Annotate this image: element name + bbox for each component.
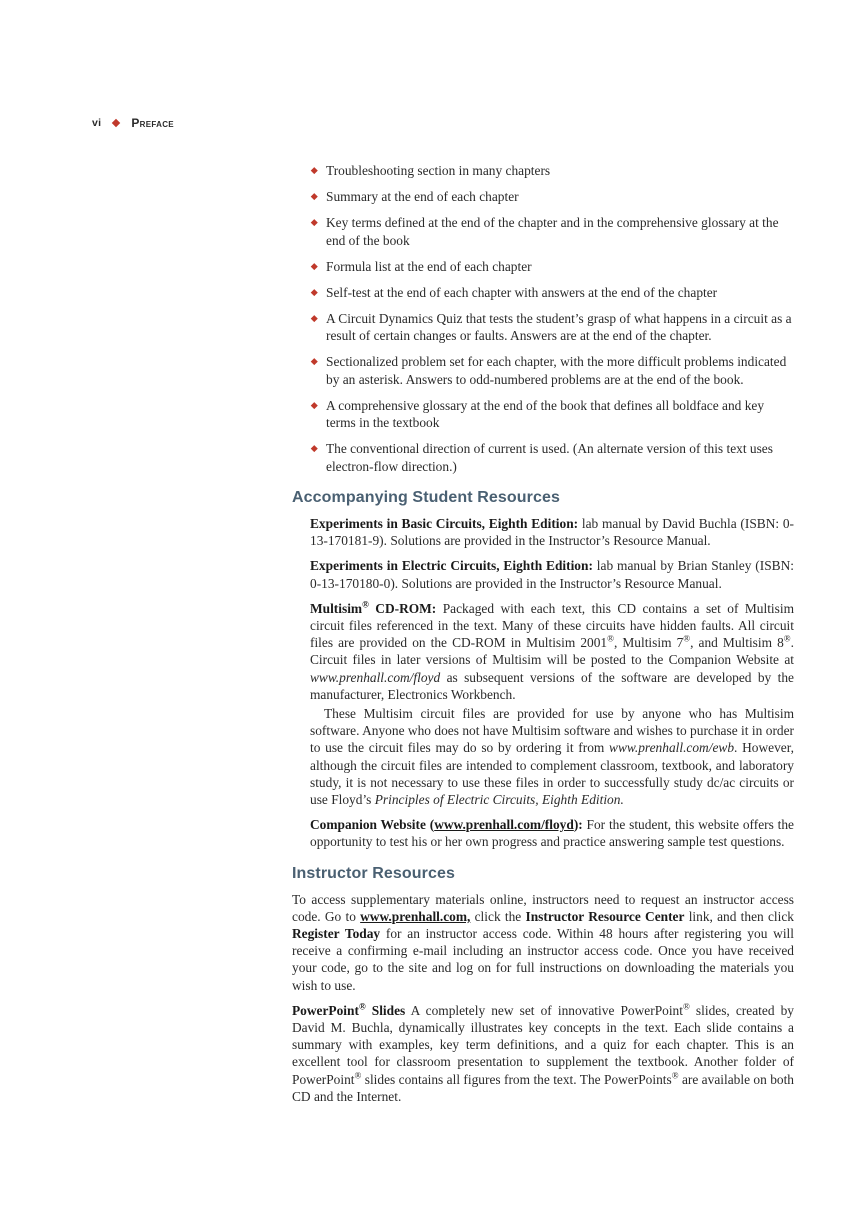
companion-website-paragraph: Companion Website (www.prenhall.com/floyd): For the student, this website offers the opportunity to test his or her own progress and practice answering sample test questions. bbox=[310, 817, 794, 850]
experiments-basic-paragraph: Experiments in Basic Circuits, Eighth Edition: lab manual by David Buchla (ISBN: 0-13-170181-9). Solutions are provided in the Instructor’s Resource Manual. bbox=[310, 516, 795, 549]
diamond-bullet-icon bbox=[311, 193, 317, 199]
feature-list bbox=[292, 162, 794, 475]
diamond-bullet-icon bbox=[311, 263, 317, 269]
experiments-electric-paragraph: Experiments in Electric Circuits, Eighth Edition: lab manual by Brian Stanley (ISBN: 0-13-170180-0). Solutions are provided in the Instructor’s Resource Manual. bbox=[310, 558, 794, 591]
list-item: Sectionalized problem set for each chapter, with the more difficult problems indicated by an asterisk. Answers to odd-numbered problems are at the end of the book. bbox=[312, 353, 794, 388]
diamond-bullet-icon bbox=[311, 445, 317, 451]
instructor-resources-heading: Instructor Resources bbox=[292, 864, 455, 882]
diamond-bullet-icon bbox=[311, 315, 317, 321]
diamond-bullet-icon bbox=[311, 167, 317, 173]
companion-website-link[interactable]: www.prenhall.com/floyd bbox=[434, 817, 574, 833]
multisim-continuation-paragraph: These Multisim circuit files are provided for use by anyone who has Multisim software. Anyone who does not have Multisim software and wishes to purchase it in order to use the circuit files may do so by ordering it from www.prenhall.com/ewb. However, although the circuit files are intended to complement classroom, textbook, and laboratory study, it is not necessary to use these files in order to successfully study dc/ac circuits or use Floyd’s Principles of Electric Circuits, Eighth Edition. bbox=[310, 706, 794, 808]
list-item: A comprehensive glossary at the end of the book that defines all boldface and key terms in the textbook bbox=[312, 397, 794, 432]
diamond-bullet-icon bbox=[311, 289, 317, 295]
list-item: Self-test at the end of each chapter with answers at the end of the chapter bbox=[312, 284, 794, 302]
student-resources-heading: Accompanying Student Resources bbox=[292, 489, 560, 506]
main-content bbox=[292, 162, 794, 1113]
list-item: Summary at the end of each chapter bbox=[312, 188, 794, 206]
diamond-bullet-icon bbox=[112, 119, 120, 127]
book-title: Principles of Electric Circuits, Eighth Edition. bbox=[374, 792, 624, 808]
prenhall-link[interactable]: www.prenhall.com, bbox=[360, 908, 471, 924]
diamond-bullet-icon bbox=[311, 358, 317, 364]
companion-website-url: www.prenhall.com/floyd bbox=[310, 669, 441, 685]
powerpoint-paragraph: PowerPoint® Slides A completely new set of innovative PowerPoint® slides, created by David M. Buchla, dynamically illustrates key concepts in the text. Each slide contains a summary with examples, key term definitions, and a quiz for each chapter. This is an excellent tool for classroom presentation to supplement the textbook. Another folder of PowerPoint® slides contains all figures from the text. The PowerPoints® are available on both CD and the Internet. bbox=[292, 1001, 795, 1104]
ewb-url: www.prenhall.com/ewb bbox=[609, 740, 735, 756]
student-resources-section bbox=[292, 515, 794, 851]
instructor-access-paragraph: To access supplementary materials online, instructors need to request an instructor access code. Go to www.prenhall.com, click the Instructor Resource Center link, and then click Register Today for an instructor access code. Within 48 hours after registering you will receive a confirming e-mail including an instructor access code. Once you have received your code, go to the site and log on for full instructions on downloading the materials you wish to use. bbox=[292, 891, 795, 993]
running-head-title: Preface bbox=[131, 116, 174, 130]
page-number: vi bbox=[92, 117, 102, 129]
running-head bbox=[92, 116, 174, 130]
instructor-resources-section bbox=[292, 891, 794, 1105]
diamond-bullet-icon bbox=[311, 219, 317, 225]
list-item: A Circuit Dynamics Quiz that tests the student’s grasp of what happens in a circuit as a result of certain changes or faults. Answers are at the end of the chapter. bbox=[312, 310, 794, 345]
diamond-bullet-icon bbox=[311, 402, 317, 408]
list-item: Formula list at the end of each chapter bbox=[312, 258, 794, 276]
list-item: Key terms defined at the end of the chapter and in the comprehensive glossary at the end of the book bbox=[312, 214, 794, 249]
list-item: The conventional direction of current is used. (An alternate version of this text uses electron-flow direction.) bbox=[312, 440, 794, 475]
multisim-paragraph: Multisim® CD-ROM: Packaged with each text, this CD contains a set of Multisim circuit files referenced in the text. Many of these circuits have hidden faults. All circuit files are provided on the CD-ROM in Multisim 2001®, Multisim 7®, and Multisim 8®. Circuit files in later versions of Multisim will be posted to the Companion Website at www.prenhall.com/floyd as subsequent versions of the software are developed by the manufacturer, Electronics Workbench. bbox=[310, 599, 795, 702]
list-item: Troubleshooting section in many chapters bbox=[312, 162, 794, 180]
